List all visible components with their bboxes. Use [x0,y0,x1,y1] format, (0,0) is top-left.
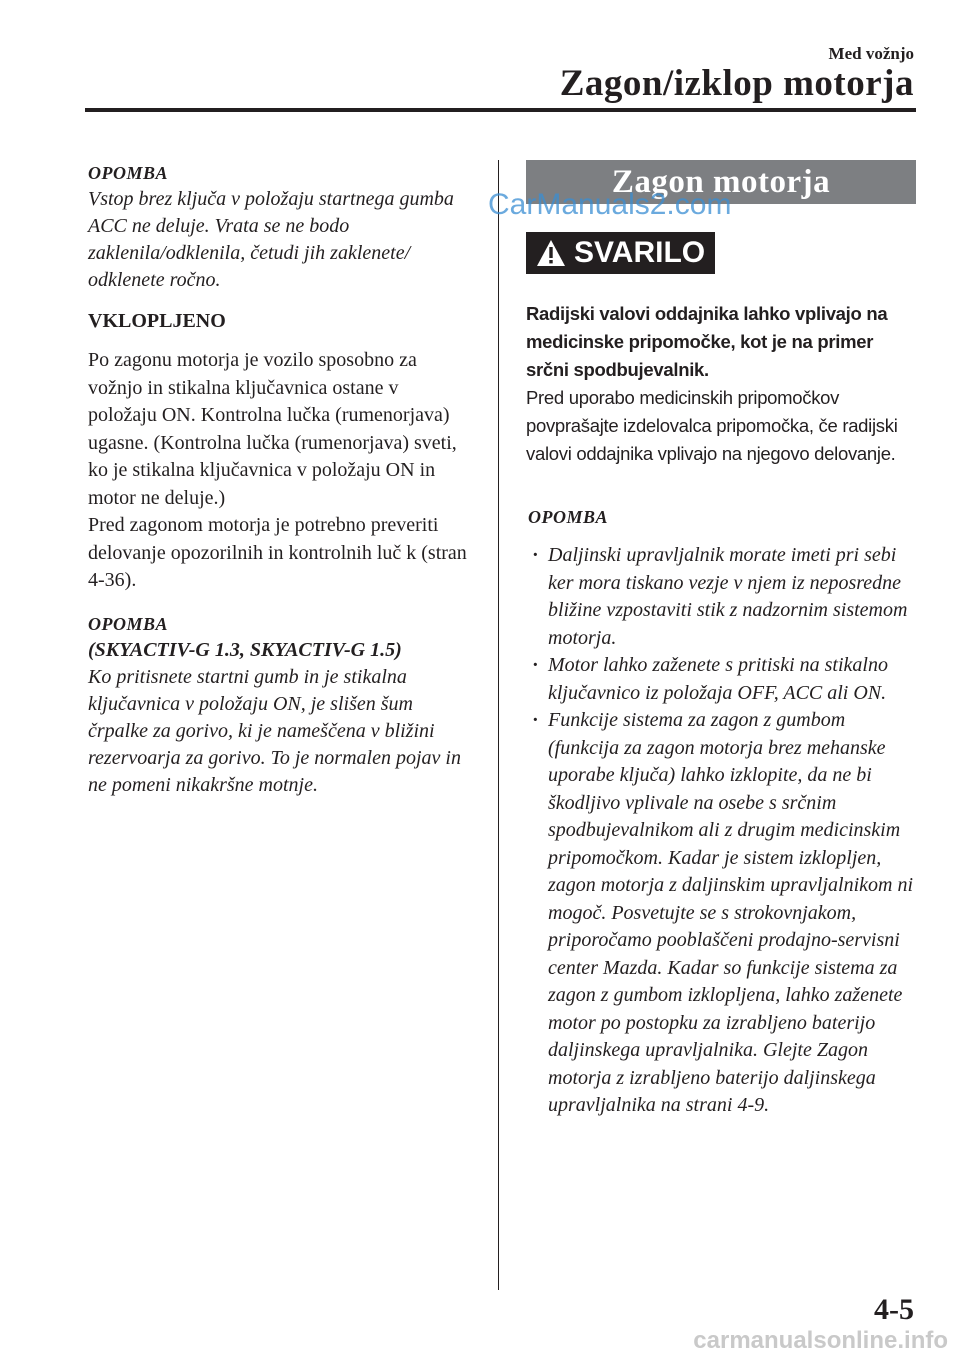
body-paragraph: Po zagonu motorja je vozilo sposobno za vožnjo in stikalna ključavnica ostane v položaju ON. Kontrolna lučka (rumenorjava) ugasne. (Kontrolna lučka (rumenorjava) sveti, ko je stikalna ključavnica v položaju ON in motor ne deluje.) [88,349,457,509]
list-item: · Funkcije sistema za zagon z gumbom (funkcija za zagon motorja brez mehanske uporabe ključa) lahko izklopite, da ne bi škodljivo vplivale na osebe s srčnim spodbujevalnikom ali z drugim medicinskim pripomočkom. Kadar je sistem izklopljen, zagon motorja z daljinskim upravljalnikom ni mogoč. Posvetujte se s strokovnjakom, priporočamo pooblaščeni prodajno-servisni center Mazda. Kadar so funkcije sistema za zagon z gumbom izklopljena, lahko zaženete motor po postopku za izrabljeno baterijo daljinskega upravljalnika. Glejte Zagon motorja z izrabljeno baterijo daljinskega upravljalnika na strani 4-9. [526,707,916,1120]
list-item: · Daljinski upravljalnik morate imeti pri sebi ker mora tiskano vezje v njem iz neposredne bližine vzpostaviti stik z nadzornim sistemom motorja. [526,542,916,652]
note-title: OPOMBA [88,613,169,634]
watermark-top: CarManuals2.com [488,188,732,221]
right-column [526,160,916,1120]
warning-text: Pred uporabo medicinskih pripomočkov povprašajte izdelovalca pripomočka, če radijski valovi oddajnika vplivajo na njegovo delovanje. [526,387,898,464]
warning-triangle-icon [536,239,566,267]
note-bullet-list [526,542,916,1120]
watermark-bottom: carmanualsonline.info [693,1327,948,1354]
note-title: OPOMBA [528,507,609,527]
running-header-section: Med vožnjo [828,44,914,63]
note-title: OPOMBA [88,163,169,183]
note-text: Ko pritisnete startni gumb in je stikalna ključavnica v položaju ON, je slišen šum črpalke za gorivo, ki je nameščena v bližini rezervoarja za gorivo. To je normalen pojav in ne pomeni nikakršne motnje. [88,665,461,796]
section-heading-vklopljeno: VKLOPLJENO [88,310,226,332]
warning-bold-text: Radijski valovi oddajnika lahko vplivajo na medicinske pripomočke, kot je na primer srčni spodbujevalnik. [526,303,888,380]
list-item: · Motor lahko zaženete s pritiski na stikalno ključavnico iz položaja OFF, ACC ali ON. [526,652,916,707]
page-title: Zagon/izklop motorja [559,63,914,104]
left-column [88,160,468,799]
body-paragraph: Pred zagonom motorja je potrebno preveriti delovanje opozorilnih in kontrolnih luč k (stran 4-36). [88,514,467,591]
header-rule [85,108,916,112]
column-divider [498,160,499,1290]
note-text: Vstop brez ključa v položaju startnega gumba ACC ne deluje. Vrata se ne bodo zaklenila/odklenila, četudi jih zaklenete/ odklenete ročno. [88,188,454,291]
warning-label: SVARILO [574,236,706,269]
note-subtitle: (SKYACTIV-G 1.3, SKYACTIV-G 1.5) [88,638,402,661]
page-number: 4-5 [874,1293,914,1326]
warning-badge [526,232,715,274]
section-banner: Zagon motorja [526,160,916,204]
